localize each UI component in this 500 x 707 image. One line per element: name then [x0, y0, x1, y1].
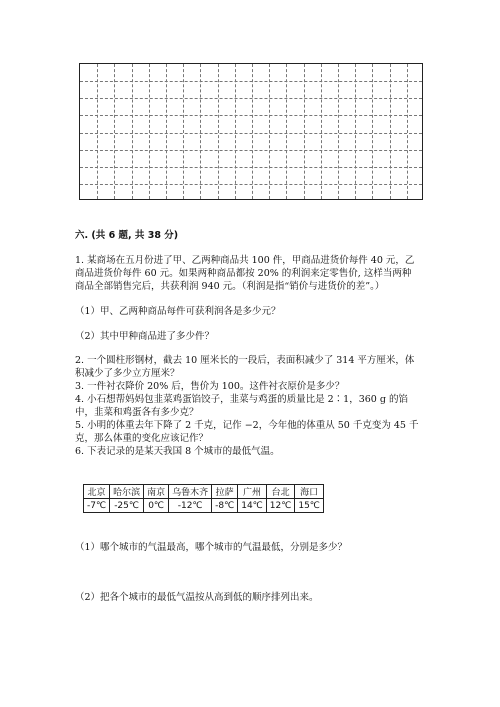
q6-sub1: （1）哪个城市的气温最高，哪个城市的气温最低，分别是多少？: [75, 542, 348, 553]
grid-line-vertical: [304, 64, 305, 199]
city-cell: 南京: [144, 485, 169, 499]
grid-line-horizontal: [80, 184, 422, 185]
q6-line1: 6. 下表记录的是某天我国 8 个城市的最低气温。: [75, 446, 280, 457]
grid-line-horizontal: [80, 115, 422, 116]
grid-line-horizontal: [80, 167, 422, 168]
grid-line-vertical: [286, 64, 287, 199]
grid-line-horizontal: [80, 150, 422, 151]
grid-line-vertical: [183, 64, 184, 199]
q1-line1: 1. 某商场在五月份进了甲、乙两种商品共 100 件，甲商品进货价每件 40 元，乙: [75, 255, 415, 266]
grid-line-vertical: [355, 64, 356, 199]
grid-line-vertical: [338, 64, 339, 199]
city-cell: 海口: [295, 485, 324, 499]
q3-line1: 3. 一件衬衣降价 20% 后，售价为 100。这件衬衣原价是多少？: [75, 381, 345, 392]
grid-line-vertical: [235, 64, 236, 199]
city-cell: 乌鲁木齐: [169, 485, 212, 499]
temp-cell: -12℃: [169, 499, 212, 513]
q6-sub2: （2）把各个城市的最低气温按从高到低的顺序排列出来。: [75, 592, 319, 603]
q2-line2: 积减少了多少立方厘米？: [75, 368, 180, 379]
grid-line-horizontal: [80, 133, 422, 134]
temp-cell: 0℃: [144, 499, 169, 513]
temp-cell: 15℃: [295, 499, 324, 513]
section-title: 六. (共 6 题, 共 38 分): [75, 230, 179, 241]
grid-line-vertical: [97, 64, 98, 199]
q4-line1: 4. 小石想帮妈妈包韭菜鸡蛋馅饺子，韭菜与鸡蛋的质量比是 2∶1，360 g 的馅: [75, 394, 408, 405]
grid-line-horizontal: [80, 81, 422, 82]
q4-line2: 中，韭菜和鸡蛋各有多少克？: [75, 407, 199, 418]
grid-line-vertical: [132, 64, 133, 199]
grid-line-vertical: [114, 64, 115, 199]
temperature-table: [83, 484, 324, 513]
grid-line-vertical: [372, 64, 373, 199]
grid-line-horizontal: [80, 98, 422, 99]
grid-line-vertical: [200, 64, 201, 199]
q1-sub1: （1）甲、乙两种商品每件可获利润各是多少元？: [75, 306, 281, 317]
grid-line-vertical: [149, 64, 150, 199]
city-cell: 北京: [84, 485, 110, 499]
city-cell: 台北: [266, 485, 295, 499]
q5-line1: 5. 小明的体重去年下降了 2 千克，记作 −2，今年他的体重从 50 千克变为 45 千: [75, 420, 419, 431]
q5-line2: 克，那么体重的变化应该记作？: [75, 433, 209, 444]
q1-line2: 商品进货价每件 60 元。如果两种商品都按 20% 的利润来定零售价, 这样当两种: [75, 268, 412, 279]
q2-line1: 2. 一个圆柱形钢材，截去 10 厘米长的一段后，表面积减少了 314 平方厘米，体: [75, 355, 415, 366]
city-cell: 哈尔滨: [110, 485, 144, 499]
answer-grid: [79, 63, 423, 200]
table-row-cities: [84, 485, 324, 499]
city-cell: 广州: [238, 485, 267, 499]
grid-line-vertical: [166, 64, 167, 199]
temp-cell: -7℃: [84, 499, 110, 513]
q1-line3: 商品全部销售完后，共获利润 940 元。（利润是指“销价与进货价的差”。）: [75, 281, 385, 292]
table-row-temps: [84, 499, 324, 513]
temp-cell: -8℃: [212, 499, 238, 513]
temp-cell: 14℃: [238, 499, 267, 513]
q1-sub2: （2）其中甲种商品进了多少件？: [75, 331, 215, 342]
temp-cell: 12℃: [266, 499, 295, 513]
grid-line-vertical: [321, 64, 322, 199]
grid-line-vertical: [252, 64, 253, 199]
grid-line-vertical: [390, 64, 391, 199]
city-cell: 拉萨: [212, 485, 238, 499]
grid-line-vertical: [407, 64, 408, 199]
grid-line-vertical: [218, 64, 219, 199]
temp-cell: -25℃: [110, 499, 144, 513]
grid-line-vertical: [269, 64, 270, 199]
